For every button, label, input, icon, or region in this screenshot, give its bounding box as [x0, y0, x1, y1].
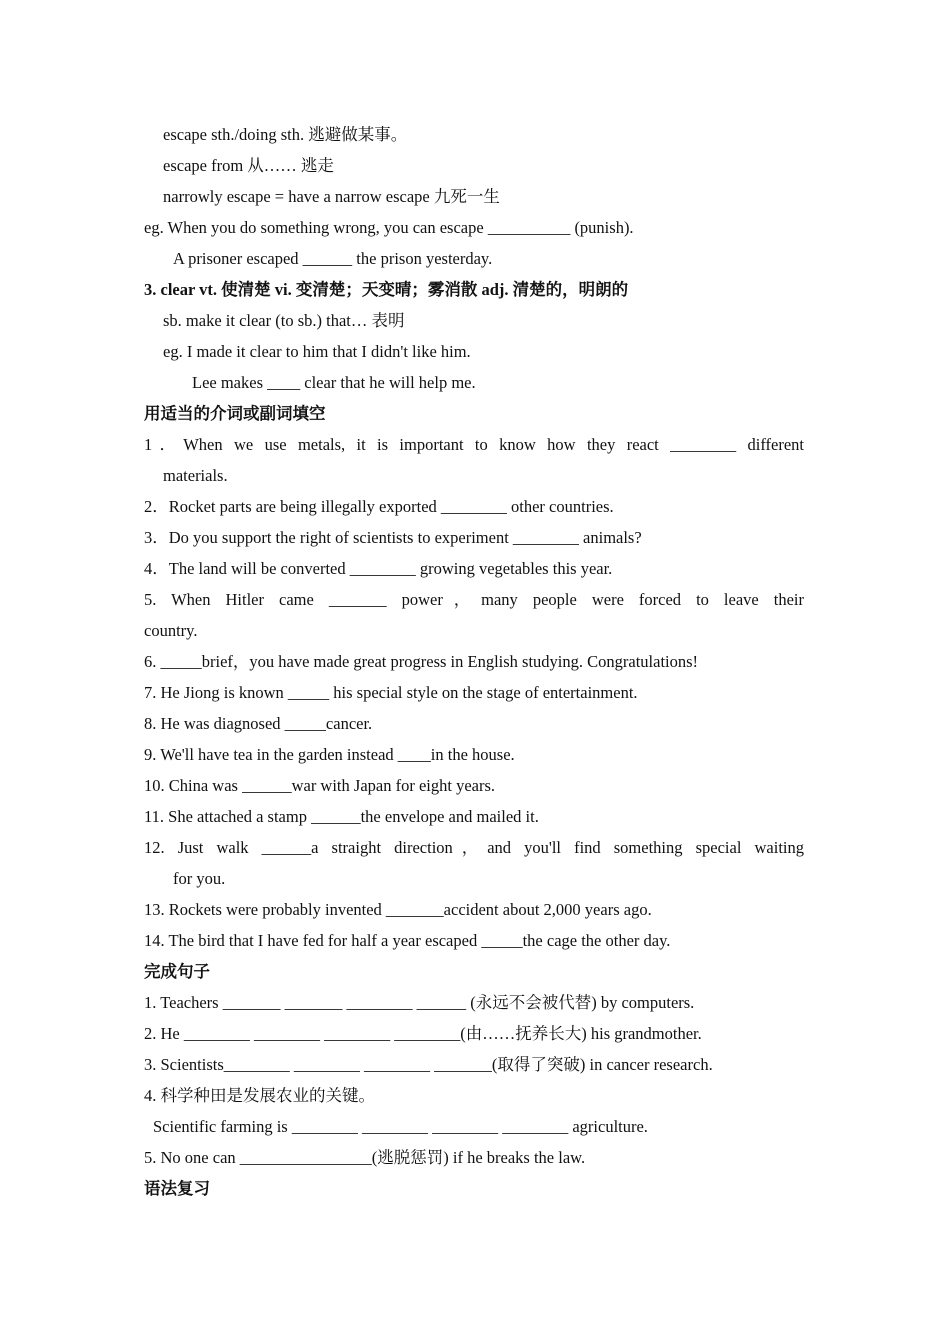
sentence-item-prompt: 4. 科学种田是发展农业的关键。	[144, 1086, 375, 1105]
sentence-item: Scientific farming is ________ ________ ________ ________ agriculture.	[153, 1117, 648, 1136]
escape-phrase-3: narrowly escape = have a narrow escape 九死一生	[163, 187, 500, 206]
prep-item: 12. Just walk ______a straight direction，and you'll find something special waiting	[144, 838, 804, 857]
clear-phrase-1: sb. make it clear (to sb.) that… 表明	[163, 311, 405, 330]
grammar-section-heading: 语法复习	[144, 1179, 210, 1198]
prep-item: 2．Rocket parts are being illegally exported ________ other countries.	[144, 497, 614, 516]
clear-example-1: eg. I made it clear to him that I didn't like him.	[163, 342, 471, 361]
prep-item: 10. China was ______war with Japan for eight years.	[144, 776, 496, 795]
escape-example-2: A prisoner escaped ______ the prison yesterday.	[173, 249, 493, 268]
sentence-section-heading: 完成句子	[144, 962, 210, 981]
prep-item: 9. We'll have tea in the garden instead ____in the house.	[144, 745, 515, 764]
prep-item: 11. She attached a stamp ______the envelope and mailed it.	[144, 807, 539, 826]
clear-heading: 3. clear vt. 使清楚 vi. 变清楚；天变晴；雾消散 adj. 清楚的，明朗的	[144, 280, 629, 299]
prep-item-continuation: materials.	[163, 466, 228, 485]
sentence-item: 2. He ________ ________ ________ ________(由……抚养长大) his grandmother.	[144, 1024, 702, 1043]
prep-item-continuation: for you.	[173, 869, 226, 888]
escape-phrase-2: escape from 从…… 逃走	[163, 156, 334, 175]
sentence-item: 5. No one can ________________(逃脱惩罚) if he breaks the law.	[144, 1148, 586, 1167]
prep-item: 8. He was diagnosed _____cancer.	[144, 714, 373, 733]
clear-example-2: Lee makes ____ clear that he will help me.	[192, 373, 476, 392]
prep-item-continuation: country.	[144, 621, 198, 640]
escape-phrase-1: escape sth./doing sth. 逃避做某事。	[163, 125, 408, 144]
prep-item: 1．When we use metals, it is important to know how they react ________ different	[144, 435, 804, 454]
escape-example-1: eg. When you do something wrong, you can escape __________ (punish).	[144, 218, 634, 237]
prep-item: 4．The land will be converted ________ growing vegetables this year.	[144, 559, 613, 578]
prep-item: 13. Rockets were probably invented _______accident about 2,000 years ago.	[144, 900, 652, 919]
prep-item: 14. The bird that I have fed for half a year escaped _____the cage the other day.	[144, 931, 671, 950]
prep-item: 7. He Jiong is known _____ his special style on the stage of entertainment.	[144, 683, 638, 702]
sentence-item: 3. Scientists________ ________ ________ _______(取得了突破) in cancer research.	[144, 1055, 713, 1074]
prep-section-heading: 用适当的介词或副词填空	[144, 404, 326, 423]
prep-item: 3．Do you support the right of scientists to experiment ________ animals?	[144, 528, 642, 547]
prep-item: 6. _____brief，you have made great progress in English studying. Congratulations!	[144, 652, 699, 671]
prep-item: 5. When Hitler came _______ power，many people were forced to leave their	[144, 590, 804, 609]
sentence-item: 1. Teachers _______ _______ ________ ______ (永远不会被代替) by computers.	[144, 993, 695, 1012]
